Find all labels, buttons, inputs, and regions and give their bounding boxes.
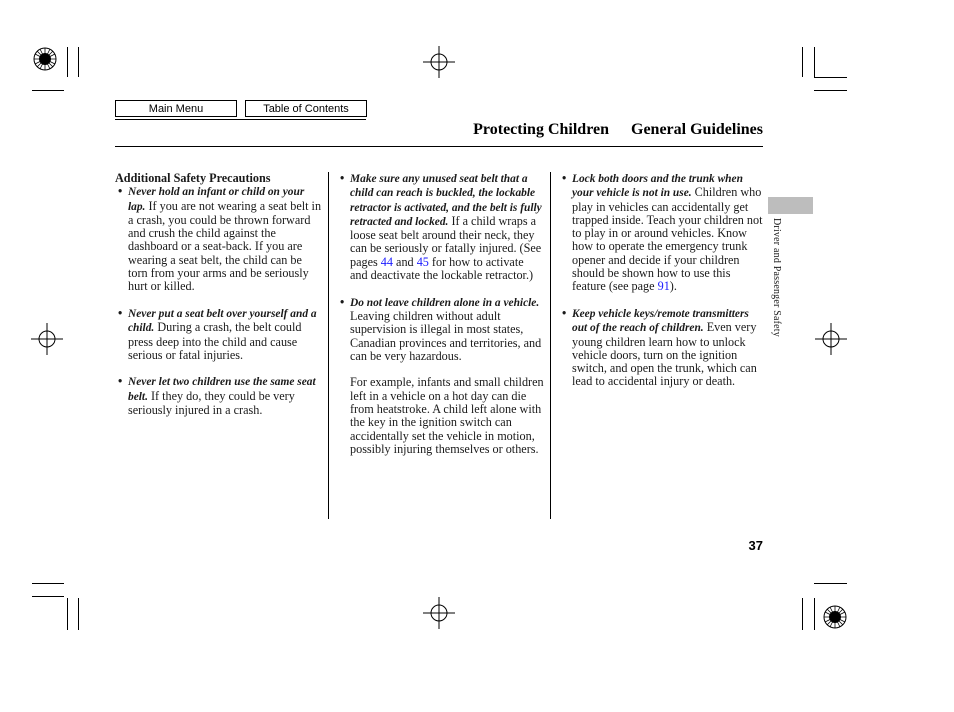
list-item <box>115 375 322 417</box>
column-divider <box>328 172 329 519</box>
column-1 <box>115 172 322 417</box>
chapter-tab-label: Driver and Passenger Safety <box>771 218 782 337</box>
page-link-44[interactable]: 44 <box>380 254 393 269</box>
item-lead: Never put a seat belt over yourself and a child. <box>128 307 317 335</box>
column-2 <box>337 172 544 456</box>
crosshair-icon <box>423 46 455 78</box>
item-lead: Keep vehicle keys/remote transmitters out of the reach of children. <box>572 307 749 335</box>
bullet-icon: • <box>118 374 123 389</box>
page-link-91[interactable]: 91 <box>657 279 670 294</box>
item-lead: Make sure any unused seat belt that a child can reach is buckled, the lockable retractor is activated, and the belt is fully retracted and locked. <box>350 173 542 228</box>
list-item <box>559 172 763 294</box>
section-title: Protecting Children <box>473 121 609 138</box>
crosshair-icon <box>815 323 847 355</box>
item-lead: Never let two children use the same seat belt. <box>128 376 316 403</box>
list-item <box>559 307 763 389</box>
bullet-icon: • <box>118 184 123 199</box>
page-header <box>473 121 763 139</box>
list-item <box>337 296 544 363</box>
bullet-icon: • <box>118 305 123 320</box>
item-text: ). <box>669 279 677 294</box>
list-item <box>115 185 322 293</box>
crosshair-icon <box>423 597 455 629</box>
item-lead: Do not leave children alone in a vehicle. <box>350 296 540 309</box>
item-lead: Never hold an infant or child on your lap. <box>128 186 305 213</box>
item-text: If you are not wearing a seat belt in a crash, you could be thrown forward and crush the child against the dashboard or a seat-back. If you are wearing a seat belt, the child can be torn from your arms and be seriously hurt or killed. <box>128 198 322 294</box>
divider <box>115 119 366 120</box>
item-text: for how to activate and deactivate the lockable retractor.) <box>350 254 534 283</box>
registration-target-icon <box>820 602 850 632</box>
list-item <box>115 307 322 362</box>
column-divider <box>550 172 551 519</box>
list-item: • Make sure any unused seat belt that a child can reach is buckled, the lockable retractor is activated, and the belt is fully retracted and locked. If a child wraps a loose seat belt around their neck, they can be seriously or fatally injured. (See pages 44 and 45 for how to activate and deactivate the lockable retractor.) <box>340 171 542 283</box>
crosshair-icon <box>31 323 63 355</box>
item-text: Leaving children without adult supervision is illegal in most states, Canadian provinces and territories, and can be very hazardous. <box>350 308 542 363</box>
column-3 <box>559 172 763 389</box>
item-text: Children who play in vehicles can accidentally get trapped inside. Teach your children not to play in or around vehicles. Know how to operate the emergency trunk opener and decide if your children should be shown how to use this feature (see page <box>572 185 763 294</box>
paragraph: For example, infants and small children left in a vehicle on a hot day can die from heatstroke. A child left alone with the key in the ignition switch can accidentally set the vehicle in motion, possibly injuring themselves or others. <box>350 375 544 456</box>
section-heading: Additional Safety Precautions <box>115 171 271 185</box>
header-rule <box>115 146 763 147</box>
item-lead: Lock both doors and the trunk when your vehicle is not in use. <box>572 173 743 200</box>
page-number: 37 <box>748 538 763 553</box>
subsection-title: General Guidelines <box>631 121 763 138</box>
bullet-icon: • <box>562 171 567 185</box>
bullet-icon: • <box>340 294 345 309</box>
item-text: If they do, they could be very seriously injured in a crash. <box>128 388 295 418</box>
page-link-45[interactable]: 45 <box>416 254 429 269</box>
item-text: If a child wraps a loose seat belt around their neck, they can be seriously or fatally injured. (See pages <box>350 213 542 269</box>
table-of-contents-button[interactable]: Table of Contents <box>245 100 367 117</box>
bullet-icon: • <box>340 171 345 185</box>
registration-target-icon <box>30 44 60 74</box>
chapter-tab <box>768 197 813 214</box>
main-menu-button[interactable]: Main Menu <box>115 100 237 117</box>
item-text: Even very young children learn how to unlock vehicle doors, turn on the ignition switch, and open the trunk, which can lead to accidental injury or death. <box>572 320 757 389</box>
item-text: During a crash, the belt could press deep into the child and cause serious or fatal injuries. <box>128 320 302 362</box>
bullet-icon: • <box>562 305 567 320</box>
